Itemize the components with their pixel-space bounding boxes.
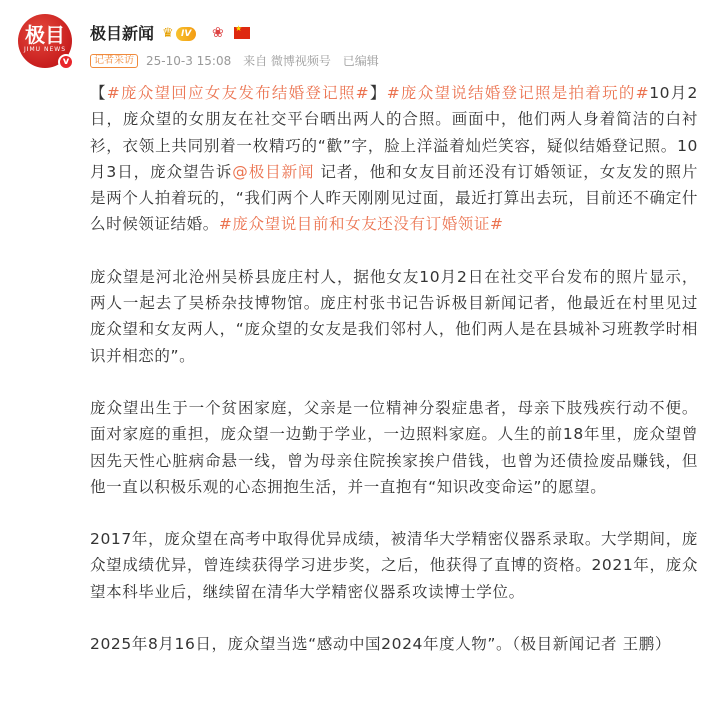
paragraph-text: 记者，他和女友目前还没有订婚领证，女友发的照片是两个人拍着玩的，“我们两个人昨天刚刚见过面，最近打算出去玩，目前还不确定什么时候领证结婚。 [90, 162, 698, 234]
mention-link[interactable]: @极目新闻 [232, 162, 315, 181]
paragraph-1 [90, 80, 698, 238]
paragraph-5: 2025年8月16日，庞众望当选“感动中国2024年度人物”。（极目新闻记者 王鹏） [90, 635, 671, 654]
hashtag-link[interactable]: #庞众望说结婚登记照是拍着玩的# [386, 84, 650, 102]
post-time[interactable]: 25-10-3 15:08 [146, 54, 232, 68]
bracket-open: 【 [90, 84, 107, 102]
avatar-logo-subtext: JIMU NEWS [23, 46, 67, 53]
reporter-interview-badge: 记者采访 [90, 54, 138, 68]
paragraph-text: 10月2日，庞众望的女朋友在社交平台晒出两人的合照。画面中，他们两人身着简洁的白衬衫，衣领上共同别着一枚精巧的“歡”字，脸上洋溢着灿烂笑容，疑似结婚登记照。10月3日，庞众望告诉 [90, 84, 698, 181]
medal-icon[interactable]: ❀ [212, 25, 224, 41]
paragraph-3: 庞众望出生于一个贫困家庭，父亲是一位精神分裂症患者，母亲下肢残疾行动不便。面对家庭的重担，庞众望一边勤于学业，一边照料家庭。人生的前18年里，庞众望曾因先天性心脏病命悬一线，曾为母亲住院挨家挨户借钱，也曾为还债捡废品赚钱，但他一直以积极乐观的心态拥抱生活，并一直抱有“知识改变命运”的愿望。 [90, 398, 698, 496]
bracket-close: 】 [369, 84, 387, 102]
edited-label[interactable]: 已编辑 [342, 54, 379, 68]
paragraph-2: 庞众望是河北沧州吴桥县庞庄村人，据他女友10月2日在社交平台发布的照片显示，两人一起去了吴桥杂技博物馆。庞庄村张书记告诉极目新闻记者，他最近在村里见过庞众望和女友两人，“庞众望的女友是我们邻村人，他们两人是在县城补习班教学时相识并相恋的”。 [90, 267, 698, 365]
hashtag-link[interactable]: #庞众望回应女友发布结婚登记照# [106, 84, 370, 102]
level-badge[interactable]: IV [176, 27, 196, 41]
china-flag-icon[interactable] [234, 27, 250, 39]
avatar-logo-text: 极目 [25, 23, 65, 47]
post-body [90, 80, 698, 657]
post-meta [146, 53, 387, 69]
hashtag-link[interactable]: #庞众望说目前和女友还没有订婚领证# [218, 215, 504, 234]
verified-icon: v [58, 54, 74, 70]
crown-icon[interactable]: ♛ [162, 26, 174, 41]
post-source[interactable]: 来自 微博视频号 [243, 54, 331, 68]
paragraph-4: 2017年，庞众望在高考中取得优异成绩，被清华大学精密仪器系录取。大学期间，庞众望成绩优异，曾连续获得学习进步奖，之后，他获得了直博的资格。2021年，庞众望本科毕业后，继续留在清华大学精密仪器系攻读博士学位。 [90, 530, 698, 601]
username[interactable]: 极目新闻 [90, 24, 155, 43]
